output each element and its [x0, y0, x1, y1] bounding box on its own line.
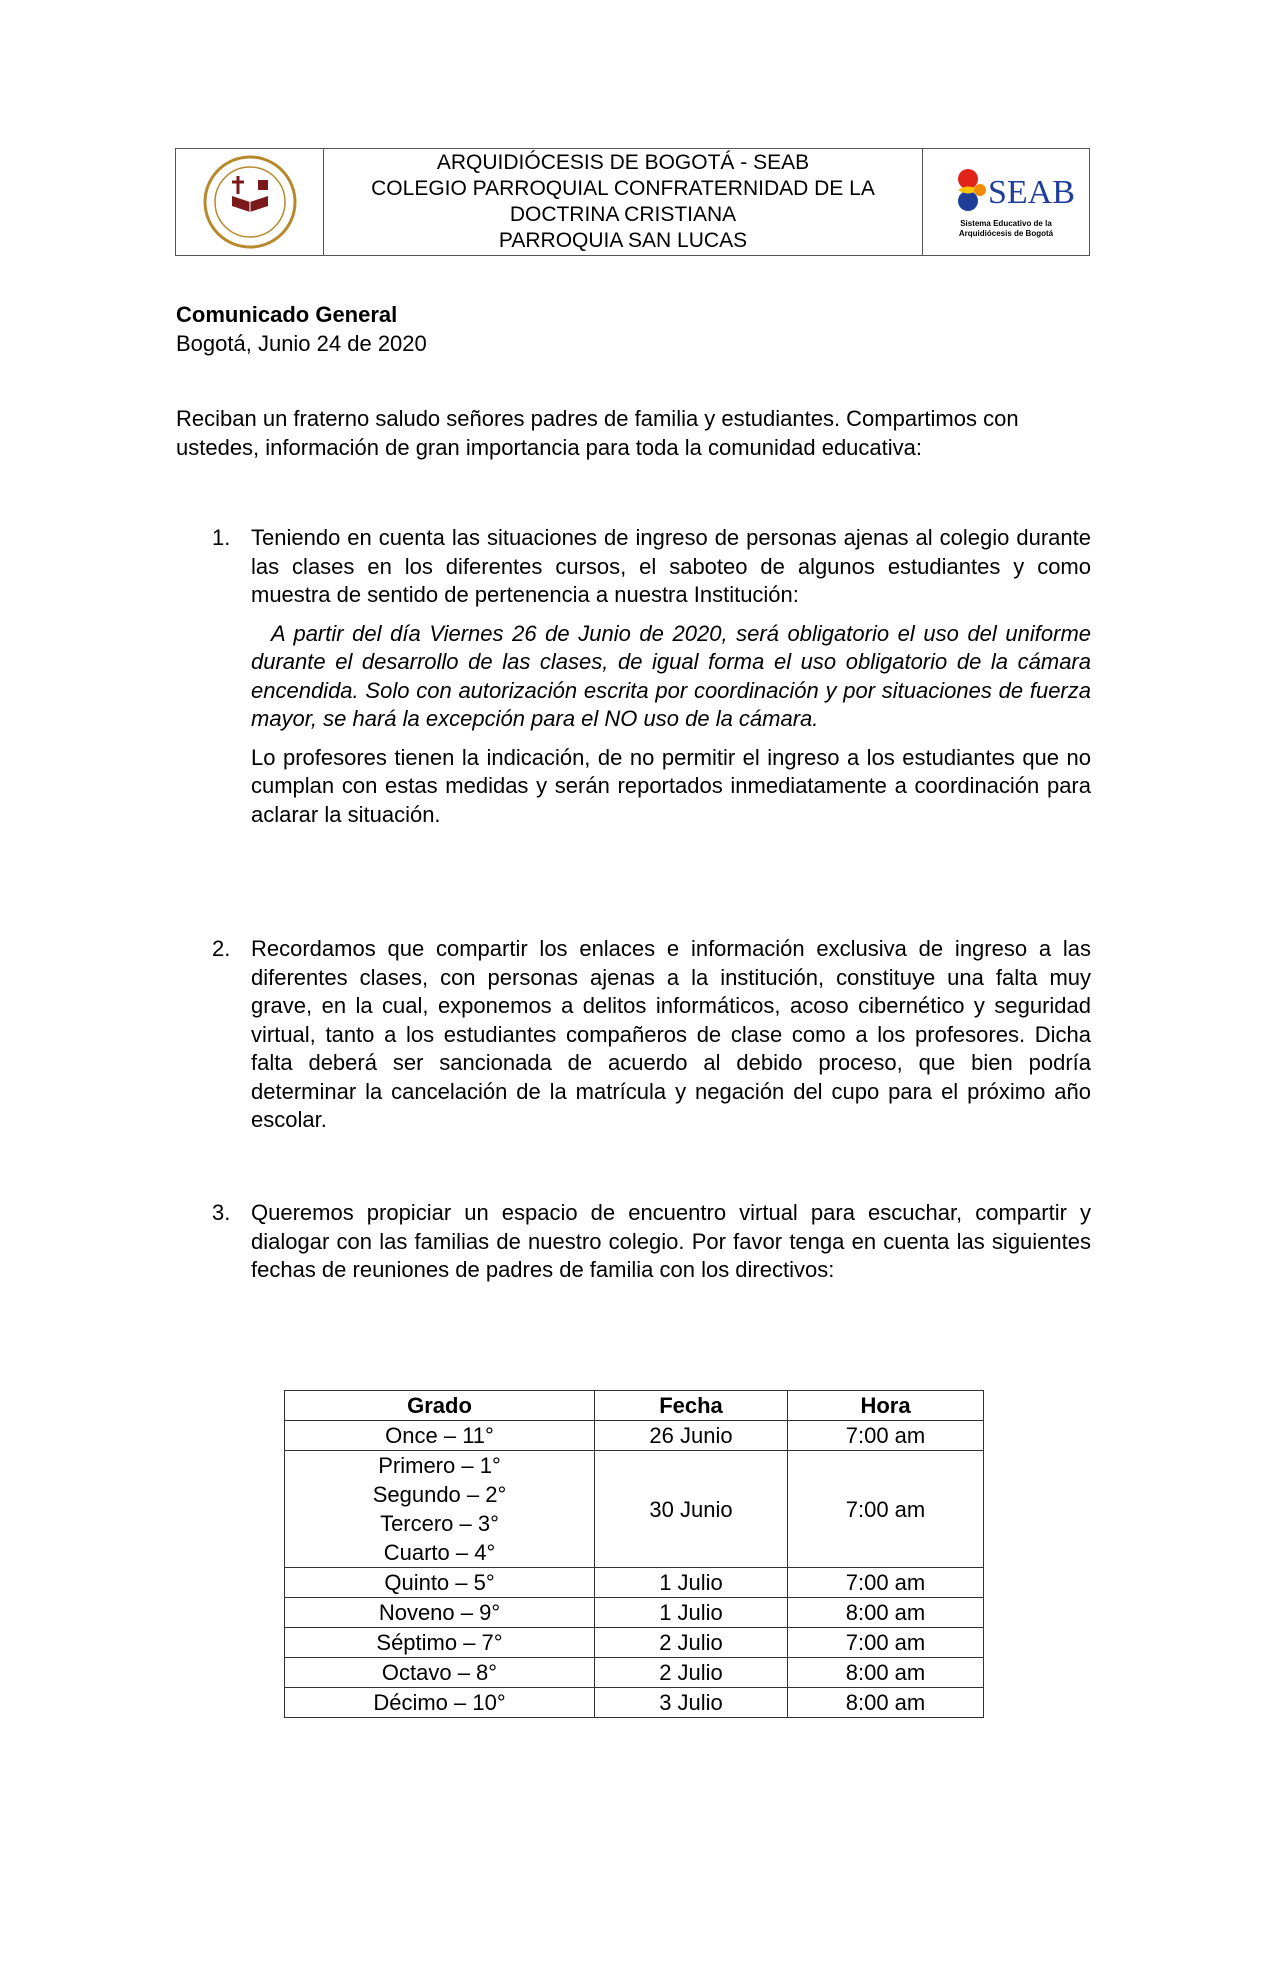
item-number: 1.	[212, 525, 231, 550]
document-date: Bogotá, Junio 24 de 2020	[176, 331, 427, 356]
school-crest-icon	[202, 154, 298, 250]
meeting-schedule-table	[284, 1390, 984, 1718]
item-number: 3.	[212, 1200, 231, 1225]
header-line-3: DOCTRINA CRISTIANA	[509, 203, 737, 226]
list-item	[176, 524, 1091, 829]
time-cell: 8:00 am	[788, 1658, 984, 1688]
grade-cell: Noveno – 9°	[285, 1598, 595, 1628]
column-header-fecha: Fecha	[595, 1391, 788, 1421]
date-cell: 1 Julio	[595, 1598, 788, 1628]
table-row	[285, 1598, 984, 1628]
table-row	[285, 1568, 984, 1598]
grade-cell-group: Primero – 1° Segundo – 2° Tercero – 3° Cuarto – 4°	[285, 1451, 595, 1568]
table-row	[285, 1628, 984, 1658]
column-header-hora: Hora	[788, 1391, 984, 1421]
list-item	[176, 935, 1091, 1135]
item-text: Teniendo en cuenta las situaciones de ingreso de personas ajenas al colegio durante las clases en los diferentes cursos, el saboteo de algunos estudiantes y como muestra de sentido de pertenencia a nuestra Institución:	[251, 525, 1091, 607]
header-line-2: COLEGIO PARROQUIAL CONFRATERNIDAD DE LA	[371, 177, 875, 200]
table-header-row	[285, 1391, 984, 1421]
date-cell: 30 Junio	[595, 1451, 788, 1568]
seab-logo-cell	[923, 149, 1089, 255]
item-text: Recordamos que compartir los enlaces e información exclusiva de ingreso a las diferentes clases, con personas ajenas a la institución, constituye una falta muy grave, en la cual, exponemos a delitos informáticos, acoso cibernético y seguridad virtual, tanto a los estudiantes compañeros de clase como a los profesores. Dicha falta deberá ser sancionada de acuerdo al debido proceso, que bien podría determinar la cancelación de la matrícula y negación del cupo para el próximo año escolar.	[251, 936, 1091, 1132]
date-cell: 3 Julio	[595, 1688, 788, 1718]
item-number: 2.	[212, 936, 231, 961]
date-cell: 2 Julio	[595, 1628, 788, 1658]
header-title-block	[324, 149, 923, 255]
grade-cell: Octavo – 8°	[285, 1658, 595, 1688]
time-cell: 8:00 am	[788, 1598, 984, 1628]
letterhead	[175, 148, 1090, 256]
seab-caption: Sistema Educativo de la Arquidiócesis de Bogotá	[958, 219, 1054, 238]
header-line-1: ARQUIDIÓCESIS DE BOGOTÁ - SEAB	[436, 151, 810, 174]
time-cell: 8:00 am	[788, 1688, 984, 1718]
grade-cell: Quinto – 5°	[285, 1568, 595, 1598]
time-cell: 7:00 am	[788, 1451, 984, 1568]
item-text: Queremos propiciar un espacio de encuentro virtual para escuchar, compartir y dialogar con las familias de nuestro colegio. Por favor tenga en cuenta las siguientes fechas de reuniones de padres de familia con los directivos:	[251, 1200, 1091, 1282]
grade-cell: Séptimo – 7°	[285, 1628, 595, 1658]
grade-cell: Décimo – 10°	[285, 1688, 595, 1718]
item-extra-text: Lo profesores tienen la indicación, de no permitir el ingreso a los estudiantes que no cumplan con estas medidas y serán reportados inmediatamente a coordinación para aclarar la situación.	[251, 744, 1091, 827]
table-row	[285, 1688, 984, 1718]
time-cell: 7:00 am	[788, 1568, 984, 1598]
column-header-grado: Grado	[285, 1391, 595, 1421]
seab-logo-icon	[950, 165, 1075, 217]
grade-cell: Once – 11°	[285, 1421, 595, 1451]
school-logo-cell	[176, 149, 324, 255]
document-title: Comunicado General	[176, 302, 398, 327]
list-item	[176, 1199, 1091, 1285]
item-italic-notice: A partir del día Viernes 26 de Junio de 2020, será obligatorio el uso del uniforme durante el desarrollo de las clases, de igual forma el uso obligatorio de la cámara encendida. Solo con autorización escrita por coordinación y por situaciones de fuerza mayor, se hará la excepción para el NO uso de la cámara.	[251, 620, 1091, 731]
date-cell: 26 Junio	[595, 1421, 788, 1451]
table-row	[285, 1451, 984, 1568]
time-cell: 7:00 am	[788, 1628, 984, 1658]
date-cell: 1 Julio	[595, 1568, 788, 1598]
date-cell: 2 Julio	[595, 1658, 788, 1688]
seab-wordmark: SEAB	[988, 174, 1075, 211]
table-row	[285, 1421, 984, 1451]
header-line-4: PARROQUIA SAN LUCAS	[498, 229, 748, 252]
time-cell: 7:00 am	[788, 1421, 984, 1451]
intro-paragraph: Reciban un fraterno saludo señores padres de familia y estudiantes. Compartimos con ustedes, información de gran importancia para toda la comunidad educativa:	[176, 406, 1019, 460]
table-row	[285, 1658, 984, 1688]
